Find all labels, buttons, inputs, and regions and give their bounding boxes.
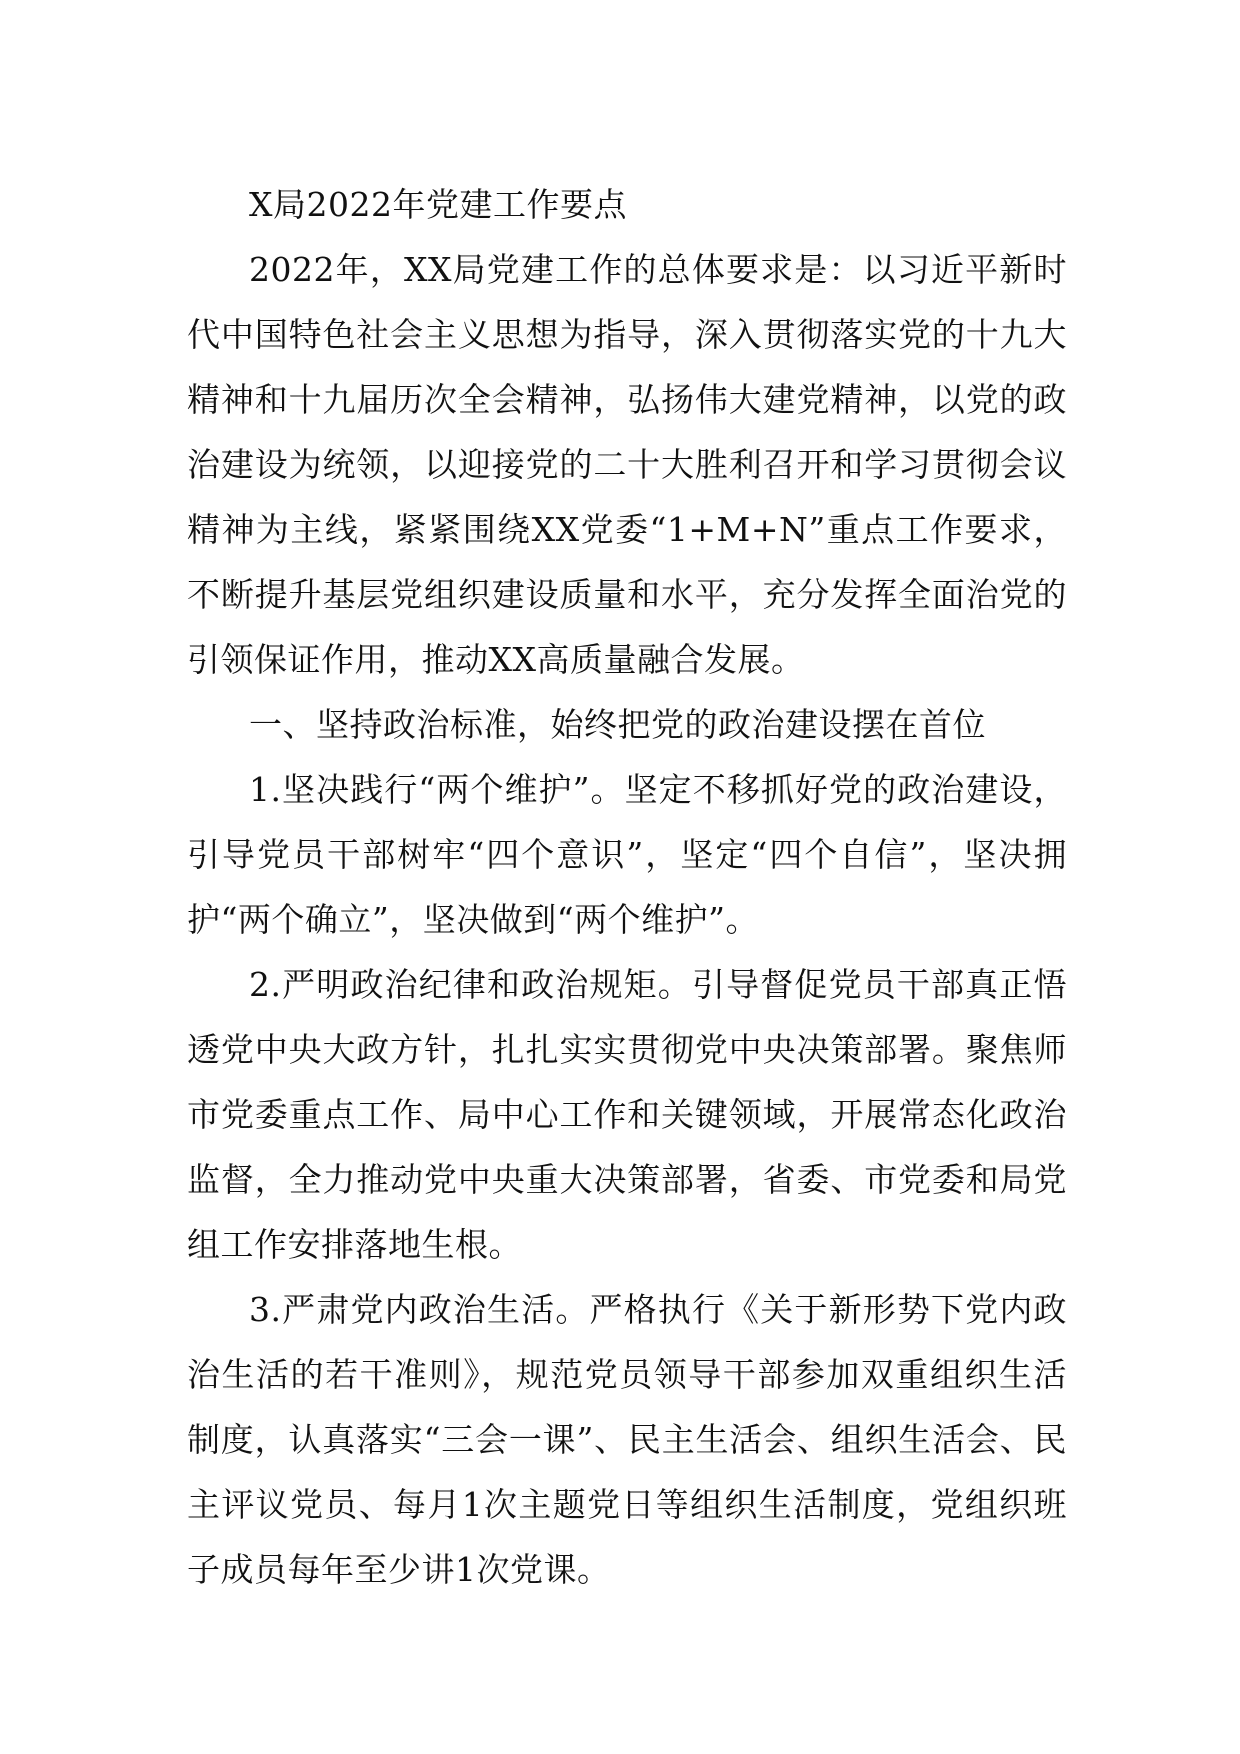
paragraph-item-3: 3.严肃党内政治生活。严格执行《关于新形势下党内政治生活的若干准则》，规范党员领导干部参加双重组织生活制度，认真落实“三会一课”、民主生活会、组织生活会、民主评议党员、每月1次主题党日等组织生活制度，党组织班子成员每年至少讲1次党课。: [187, 1290, 1067, 1589]
paragraph-item-1: 1.坚决践行“两个维护”。坚定不移抓好党的政治建设，引导党员干部树牢“四个意识”，坚定“四个自信”，坚决拥护“两个确立”，坚决做到“两个维护”。: [187, 770, 1067, 939]
paragraph-general-requirements: 2022年，XX局党建工作的总体要求是：以习近平新时代中国特色社会主义思想为指导，深入贯彻落实党的十九大精神和十九届历次全会精神，弘扬伟大建党精神，以党的政治建设为统领，以迎接党的二十大胜利召开和学习贯彻会议精神为主线，紧紧围绕XX党委“1+M+N”重点工作要求，不断提升基层党组织建设质量和水平，充分发挥全面治党的引领保证作用，推动XX高质量融合发展。: [187, 250, 1067, 679]
document-title: X局2022年党建工作要点: [249, 185, 627, 224]
section-heading-1: 一、坚持政治标准，始终把党的政治建设摆在首位: [249, 705, 986, 744]
document-body: [187, 172, 1067, 1602]
paragraph-item-2: 2.严明政治纪律和政治规矩。引导督促党员干部真正悟透党中央大政方针，扎扎实实贯彻党中央决策部署。聚焦师市党委重点工作、局中心工作和关键领域，开展常态化政治监督，全力推动党中央重大决策部署，省委、市党委和局党组工作安排落地生根。: [187, 965, 1067, 1264]
